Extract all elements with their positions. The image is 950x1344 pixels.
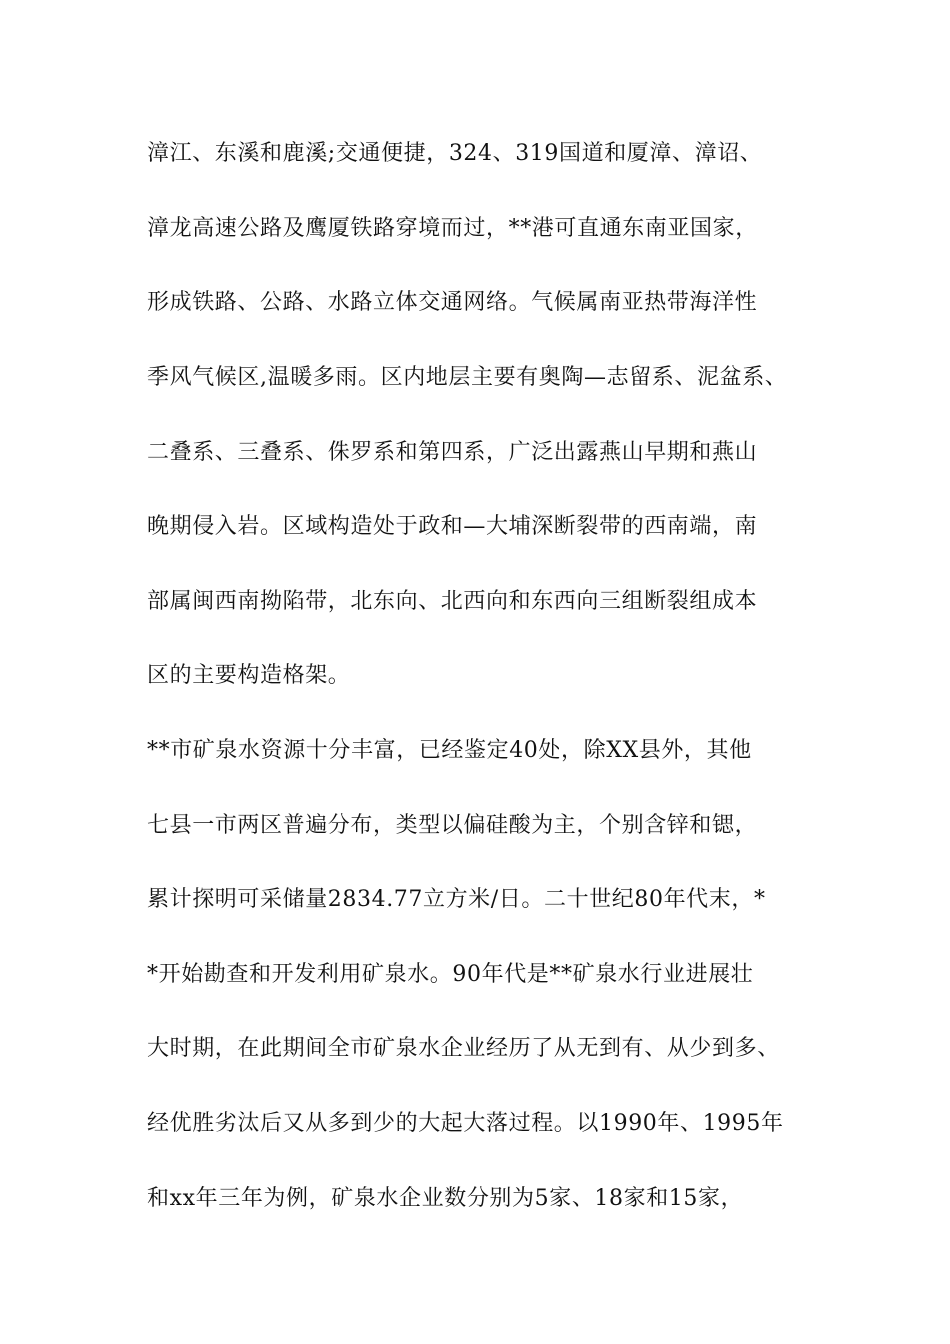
text-line: 区的主要构造格架。	[147, 663, 351, 688]
text-line: 大时期，在此期间全市矿泉水企业经历了从无到有、从少到多、	[147, 1036, 780, 1061]
text-line: 和xx年三年为例，矿泉水企业数分别为5家、18家和15家，	[147, 1186, 744, 1211]
text-line: 季风气候区,温暖多雨。区内地层主要有奥陶—志留系、泥盆系、	[147, 365, 788, 390]
text-line: 七县一市两区普遍分布，类型以偏硅酸为主，个别含锌和锶，	[147, 813, 758, 838]
text-line: *开始勘查和开发利用矿泉水。90年代是**矿泉水行业进展壮	[147, 962, 754, 987]
text-line: 部属闽西南拗陷带，北东向、北西向和东西向三组断裂组成本	[147, 589, 758, 614]
text-line: 漳江、东溪和鹿溪;交通便捷，324、319国道和厦漳、漳诏、	[147, 141, 763, 166]
text-line: **市矿泉水资源十分丰富，已经鉴定40处，除XX县外，其他	[147, 738, 752, 763]
text-line: 二叠系、三叠系、侏罗系和第四系，广泛出露燕山早期和燕山	[147, 440, 758, 465]
text-line: 漳龙高速公路及鹰厦铁路穿境而过，**港可直通东南亚国家，	[147, 216, 758, 241]
text-line: 晚期侵入岩。区域构造处于政和—大埔深断裂带的西南端，南	[147, 514, 758, 539]
text-line: 经优胜劣汰后又从多到少的大起大落过程。以1990年、1995年	[147, 1111, 784, 1136]
text-line: 累计探明可采储量2834.77立方米/日。二十世纪80年代末，*	[147, 887, 766, 912]
text-line: 形成铁路、公路、水路立体交通网络。气候属南亚热带海洋性	[147, 290, 758, 315]
